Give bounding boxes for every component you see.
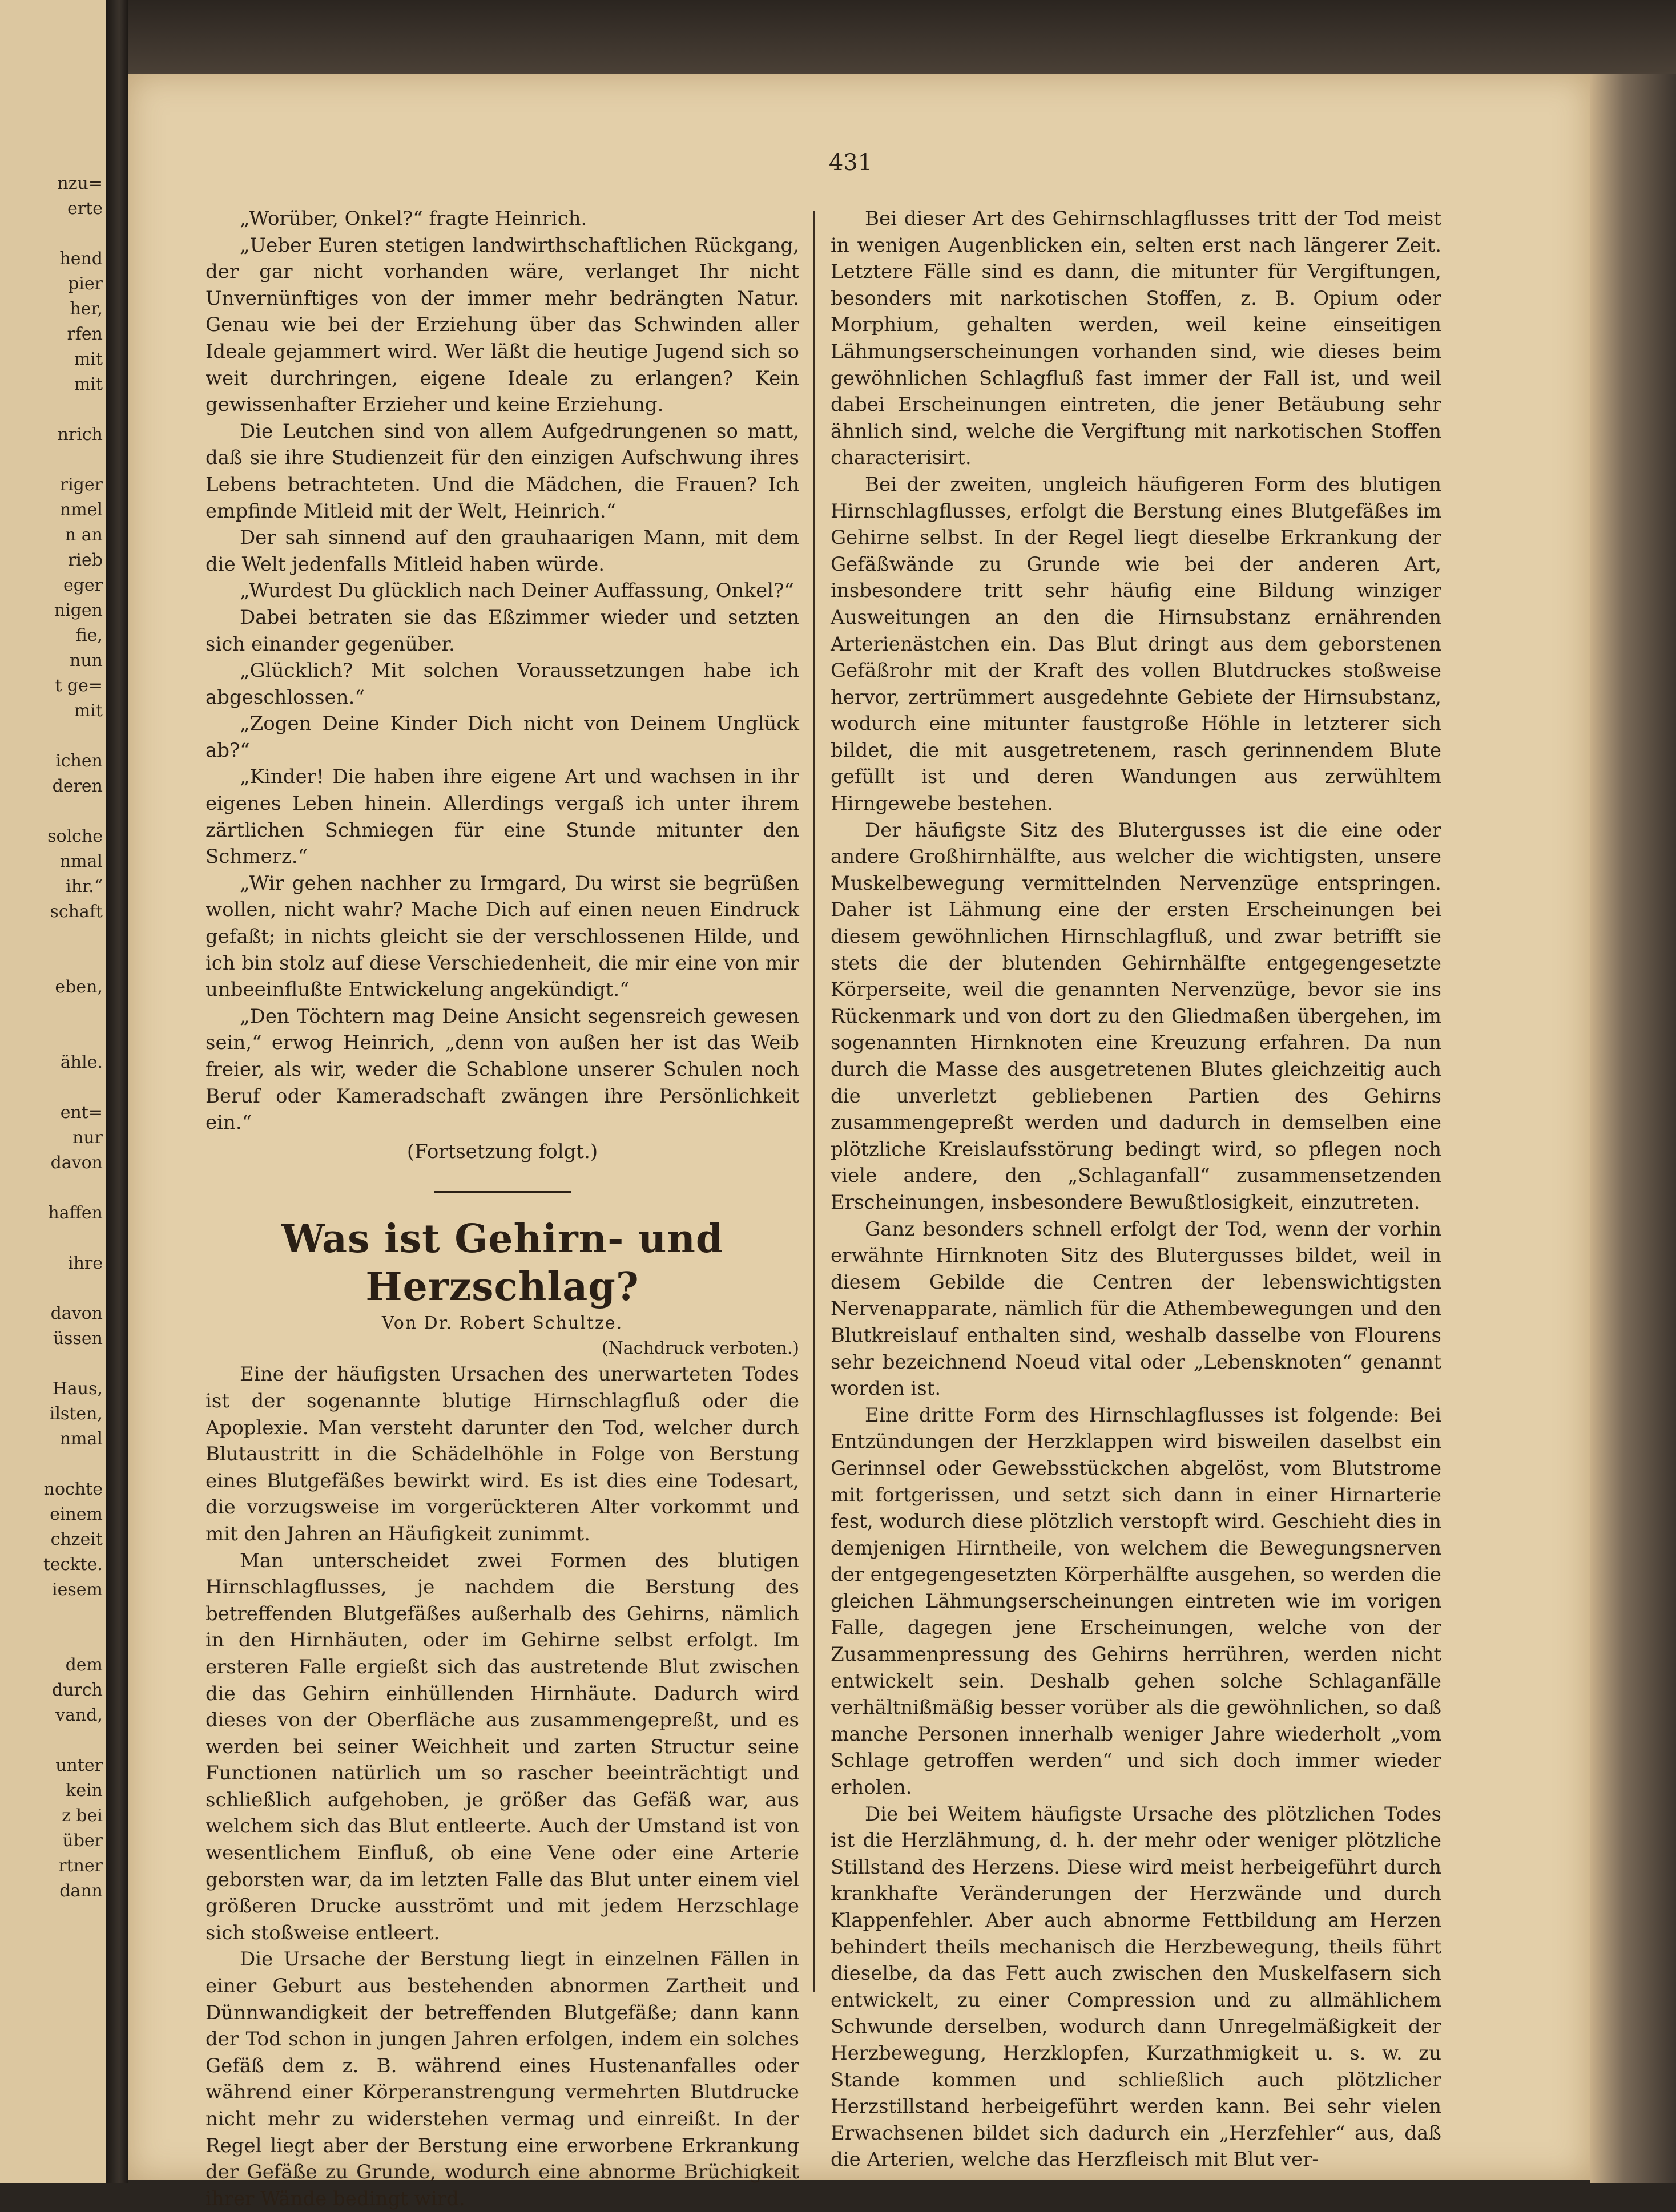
left-page-fragment: ähle. bbox=[60, 1052, 103, 1072]
left-page-fragment: iesem bbox=[52, 1580, 103, 1600]
left-page-fragment: mit bbox=[74, 374, 103, 394]
left-page-fragment: einem bbox=[50, 1504, 103, 1524]
page-number: 431 bbox=[828, 150, 873, 176]
left-page-fragment: unter bbox=[55, 1755, 103, 1775]
left-column bbox=[206, 205, 799, 2212]
story-paragraph: Dabei betraten sie das Eßzimmer wieder und setzten sich einander gegenüber. bbox=[206, 606, 799, 656]
left-page-fragment: fie, bbox=[75, 625, 103, 645]
left-page-fragment bbox=[0, 397, 103, 422]
story-paragraph: „Ueber Euren stetigen landwirthschaftlichen Rückgang, der gar nicht vorhanden wäre, verlanget Ihr nicht Unvernünftiges von der immer mehr bedrängten Natur. Genau wie bei der Erziehung über das Schwinden aller Ideale gejammert wird. Wer läßt die heutige Jugend sich so weit durchringen, eigene Ideale zu erlangen? Kein gewissenhafter Erzieher und keine Erziehung. bbox=[206, 233, 799, 417]
left-page-fragment: dann bbox=[59, 1881, 103, 1901]
left-page-fragment: nur bbox=[72, 1128, 103, 1148]
left-page-fragment: rtner bbox=[58, 1856, 103, 1876]
left-page-fragment: z bei bbox=[62, 1806, 103, 1826]
left-page-fragment bbox=[0, 1226, 103, 1251]
left-page-fragment bbox=[0, 1075, 103, 1100]
left-page-fragment: nochte bbox=[43, 1479, 103, 1499]
left-page-fragment bbox=[0, 925, 103, 950]
left-page-fragment bbox=[0, 799, 103, 824]
book-top-edge bbox=[106, 0, 1676, 74]
left-page-fragment: über bbox=[62, 1831, 103, 1851]
left-page-fragment: erte bbox=[67, 199, 103, 219]
left-page-fragment: vand, bbox=[55, 1705, 103, 1725]
left-page-fragment: deren bbox=[52, 776, 103, 796]
right-column bbox=[831, 205, 1441, 2173]
article-paragraph: Die bei Weitem häufigste Ursache des plötzlichen Todes ist die Herzlähmung, d. h. der mehr oder weniger plötzliche Stillstand des Herzens. Diese wird meist herbeigeführt durch krankhafte Veränderungen der Herzwände und durch Klappenfehler. Aber auch abnorme Fettbildung am Herzen behindert theils mechanisch die Herzbewegung, theils führt dieselbe, da das Fett auch zwischen den Muskelfasern sich entwickelt, zu einer Compression und zu allmählichem Schwunde derselben, wodurch dann Unregelmäßigkeit der Herzbewegung, Herzklopfen, Kurzathmigkeit u. s. w. zu Stande kommen und schließlich auch plötzlicher Herzstillstand herbeigeführt werden kann. Bei sehr vielen Erwachsenen bildet sich dadurch ein „Herzfehler“ aus, daß die Arterien, welche das Herzfleisch mit Blut ver- bbox=[831, 1802, 1441, 2171]
left-page-fragment bbox=[0, 1276, 103, 1301]
left-page-fragment: nigen bbox=[54, 600, 103, 620]
left-page-fragment: eger bbox=[63, 575, 103, 595]
left-page-fragments bbox=[0, 171, 103, 1904]
left-page-fragment: hend bbox=[59, 249, 103, 269]
left-page-fragment: dem bbox=[65, 1655, 103, 1675]
left-page-fragment: her, bbox=[70, 299, 103, 319]
article-paragraph: Eine der häufigsten Ursachen des unerwarteten Todes ist der sogenannte blutige Hirnschlagfluß oder die Apoplexie. Man versteht darunter den Tod, welcher durch Blutaustritt in die Schädelhöhle in Folge von Berstung eines Blutgefäßes bewirkt wird. Es ist dies eine Todesart, die vorzugsweise im vorgerückteren Alter vorkommt und mit den Jahren an Häufigkeit zunimmt. bbox=[206, 1363, 799, 1545]
left-page-fragment: solche bbox=[47, 826, 103, 846]
left-page-fragment: haffen bbox=[48, 1203, 103, 1223]
article-body bbox=[206, 1361, 799, 2212]
left-page-fragment: t ge= bbox=[55, 676, 103, 696]
left-page-fragment: eben, bbox=[55, 977, 103, 997]
article-paragraph: Ganz besonders schnell erfolgt der Tod, wenn der vorhin erwähnte Hirnknoten Sitz des Blutergusses bildet, weil in diesem Gebilde die Centren der lebenswichtigsten Nervenapparate, nämlich für die Athembewegungen und den Blutkreislauf enthalten sind, weshalb dasselbe von Flourens sehr bezeichnend Noeud vital oder „Lebensknoten“ genannt worden ist. bbox=[831, 1217, 1441, 1400]
left-page-fragment: ent= bbox=[60, 1103, 103, 1123]
left-page-fragment: ilsten, bbox=[49, 1404, 103, 1424]
left-page-fragment bbox=[0, 447, 103, 473]
left-page-fragment: mit bbox=[74, 349, 103, 369]
article-paragraph: Man unterscheidet zwei Formen des blutigen Hirnschlagflusses, je nachdem die Berstung des betreffenden Blutgefäßes außerhalb des Gehirns, nämlich in den Hirnhäuten, oder im Gehirne selbst erfolgt. Im ersteren Falle ergießt sich das austretende Blut zwischen die das Gehirn einhüllenden Hirnhäute. Dadurch wird dieses von der Oberfläche aus zusammengepreßt, und es werden bei seiner Weichheit und zarten Structur seine Functionen natürlich um so rascher beeinträchtigt und schließlich aufgehoben, je größer das Gefäß war, aus welchem sich das Blut entleerte. Auch der Umstand ist von wesentlichem Einfluß, ob eine Vene oder eine Arterie geborsten war, da im letzten Falle das Blut unter einem viel größeren Drucke ausströmt und mit jedem Herzschlage sich stoßweise entleert. bbox=[206, 1549, 799, 1944]
left-page-fragment bbox=[0, 724, 103, 749]
left-page-fragment bbox=[0, 1025, 103, 1050]
left-page-fragment bbox=[0, 1603, 103, 1628]
section-divider bbox=[434, 1191, 571, 1193]
left-page-fragment: ihre bbox=[67, 1253, 103, 1273]
left-page-fragment: kein bbox=[66, 1781, 103, 1801]
left-page-fragment: ichen bbox=[55, 751, 103, 771]
left-page-fragment bbox=[0, 1452, 103, 1477]
story-paragraph: „Kinder! Die haben ihre eigene Art und wachsen in ihr eigenes Leben hinein. Allerdings vergaß ich unter ihrem zärtlichen Schmiegen für eine Stunde mitunter den Schmerz.“ bbox=[206, 765, 799, 869]
left-page-fragment bbox=[0, 1176, 103, 1201]
left-page-fragment bbox=[0, 1351, 103, 1377]
story-paragraph: „Wurdest Du glücklich nach Deiner Auffassung, Onkel?“ bbox=[240, 579, 794, 603]
article-title: Was ist Gehirn- und Herzschlag? bbox=[281, 1216, 724, 1310]
left-page-fragment bbox=[0, 950, 103, 975]
left-page-fragment: nmel bbox=[59, 500, 103, 520]
left-page-fragment bbox=[0, 1000, 103, 1025]
left-page-fragment: mit bbox=[74, 701, 103, 721]
article-paragraph: Eine dritte Form des Hirnschlagflusses ist folgende: Bei Entzündungen der Herzklappen wird bisweilen daselbst ein Gerinnsel oder Gewebsstückchen abgelöst, vom Blutstrome mit fortgerissen, und setzt sich dann in einer Hirnarterie fest, wodurch diese plötzlich verstopft wird. Geschieht dies in demjenigen Hirntheile, von welchem die Bewegungsnerven der entgegengesetzten Körperhälfte ausgehen, so werden die gleichen Lähmungserscheinungen eintreten wie im vorigen Falle, dagegen jene Erscheinungen, welche von der Zusammenpressung des Gehirns herrühren, werden nicht entwickelt sein. Deshalb gehen solche Schlaganfälle verhältnißmäßig besser vorüber als die gewöhnlichen, so daß manche Personen innerhalb weniger Jahre wiederholt „vom Schlage getroffen werden“ und sich doch immer wieder erholen. bbox=[831, 1403, 1441, 1799]
continuation-note: (Fortsetzung folgt.) bbox=[406, 1140, 598, 1163]
left-page-fragment: Haus, bbox=[52, 1379, 103, 1399]
left-page-fragment bbox=[0, 1628, 103, 1653]
article-byline: Von Dr. Robert Schultze. bbox=[381, 1313, 623, 1334]
left-page-fragment: davon bbox=[50, 1303, 103, 1323]
story-paragraph: „Den Töchtern mag Deine Ansicht segensreich gewesen sein,“ erwog Heinrich, „denn von außen her ist das Weib freier, als wir, weder die Schablone unserer Schulen noch Beruf oder Kameradschaft zwängen ihre Persönlichkeit ein.“ bbox=[206, 1004, 799, 1135]
left-page-fragment bbox=[0, 221, 103, 247]
story-paragraph: „Glücklich? Mit solchen Voraussetzungen habe ich abgeschlossen.“ bbox=[206, 659, 799, 709]
left-page-fragment bbox=[0, 1728, 103, 1753]
story-paragraph: „Worüber, Onkel?“ fragte Heinrich. bbox=[240, 207, 587, 230]
story-paragraph: Die Leutchen sind von allem Aufgedrungenen so matt, daß sie ihre Studienzeit für den einzigen Aufschwung ihres Lebens betrachteten. Und die Mädchen, die Frauen? Ich empfinde Mitleid mit der Welt, Heinrich.“ bbox=[206, 419, 799, 523]
article-paragraph: Der häufigste Sitz des Blutergusses ist die eine oder andere Großhirnhälfte, aus welcher die wichtigsten, unsere Muskelbewegung vermittelnden Nervenzüge entspringen. Daher ist Lähmung eine der ersten Erscheinungen bei diesem gewöhnlichen Hirnschlagfluß, und zwar betrifft sie stets die der blutenden Gehirnhälfte entgegengesetzte Körperseite, weil die genannten Nervenzüge, bevor sie ins Rückenmark und von dort zu den Gliedmaßen übergehen, im sogenannten Hirnknoten eine Kreuzung erfahren. Da nun durch die Masse des ausgetretenen Blutes gleichzeitig auch die unverletzt gebliebenen Partien des Gehirns zusammengepreßt werden und dadurch in demselben eine plötzliche Kreislaufsstörung bedingt wird, so pflegen noch viele andere, den „Schlaganfall“ zusammensetzenden Erscheinungen, insbesondere Bewußtlosigkeit, einzutreten. bbox=[831, 818, 1441, 1214]
left-page-fragment: pier bbox=[68, 274, 103, 294]
left-page-fragment: riger bbox=[59, 475, 103, 495]
left-page-fragment: n an bbox=[65, 525, 103, 545]
left-page-fragment: schaft bbox=[50, 902, 103, 922]
story-section bbox=[206, 205, 799, 1165]
story-paragraph: „Wir gehen nachher zu Irmgard, Du wirst sie begrüßen wollen, nicht wahr? Mache Dich auf einen neuen Eindruck gefaßt; in nichts gleicht sie der verschlossenen Hilde, und ich bin stolz auf diese Verschiedenheit, die mir eine von mir unbeeinflußte Entwickelung angekündigt.“ bbox=[206, 871, 799, 1002]
story-paragraph: „Zogen Deine Kinder Dich nicht von Deinem Unglück ab?“ bbox=[206, 712, 799, 762]
left-page-fragment: nrich bbox=[57, 425, 103, 445]
left-page-fragment: nzu= bbox=[57, 173, 103, 193]
left-page-fragment: davon bbox=[50, 1153, 103, 1173]
article-paragraph: Bei der zweiten, ungleich häufigeren Form des blutigen Hirnschlagflusses, erfolgt die Berstung eines Blutgefäßes im Gehirne selbst. In der Regel liegt dieselbe Erkrankung der Gefäßwände zu Grunde wie bei der anderen Art, insbesondere tritt sehr häufig eine Bildung winziger Ausweitungen an den die Hirnsubstanz ernährenden Arterienästchen ein. Das Blut dringt aus dem geborstenen Gefäßrohr mit der Kraft des vollen Blutdruckes stoßweise hervor, zertrümmert ausgedehnte Gebiete der Hirnsubstanz, wodurch eine mitunter faustgroße Höhle in letzterer sich bildet, die mit ausgetretenem, rasch gerinnendem Blute gefüllt ist und deren Wandungen aus zerwühltem Hirngewebe bestehen. bbox=[831, 473, 1441, 816]
left-page-fragment: ihr.“ bbox=[66, 877, 103, 897]
column-divider bbox=[813, 211, 815, 1992]
story-paragraph: Der sah sinnend auf den grauhaarigen Mann, mit dem die Welt jedenfalls Mitleid haben würde. bbox=[206, 526, 799, 576]
left-page-fragment: rfen bbox=[67, 324, 103, 344]
page-stack-edge bbox=[1590, 74, 1676, 2183]
left-page-edge bbox=[0, 0, 106, 2183]
article-paragraph: Bei dieser Art des Gehirnschlagflusses tritt der Tod meist in wenigen Augenblicken ein, selten erst nach längerer Zeit. Letztere Fälle sind es dann, die mitunter für Vergiftungen, besonders mit narkotischen Stoffen, z. B. Opium oder Morphium, gehalten werden, weil keine einseitigen Lähmungserscheinungen vorhanden sind, wie dieses beim gewöhnlichen Schlagfluß fast immer der Fall ist, und weil dabei Erscheinungen eintreten, die jener Betäubung sehr ähnlich sind, welche die Vergiftung mit narkotischen Stoffen characterisirt. bbox=[831, 207, 1441, 470]
left-page-fragment: üssen bbox=[53, 1329, 103, 1349]
left-page-fragment: nmal bbox=[59, 851, 103, 871]
left-page-fragment: nun bbox=[70, 651, 103, 671]
left-page-fragment: rieb bbox=[68, 550, 103, 570]
left-page-fragment: teckte. bbox=[43, 1555, 103, 1575]
book-gutter bbox=[106, 0, 128, 2183]
left-page-fragment: nmal bbox=[59, 1429, 103, 1449]
reprint-note: (Nachdruck verboten.) bbox=[601, 1338, 799, 1359]
article-paragraph: Die Ursache der Berstung liegt in einzelnen Fällen in einer Geburt aus bestehenden abnormen Zartheit und Dünnwandigkeit der betreffenden Blutgefäße; dann kann der Tod schon in jungen Jahren erfolgen, indem ein solches Gefäß dem z. B. während eines Hustenanfalles oder während einer Körperanstrengung vermehrten Blutdrucke nicht mehr zu widerstehen vermag und einreißt. In der Regel liegt aber der Berstung eine erworbene Erkrankung der Gefäße zu Grunde, wodurch eine abnorme Brüchigkeit ihrer Wände bedingt wird. bbox=[206, 1948, 799, 2210]
left-page-fragment: durch bbox=[52, 1680, 103, 1700]
left-page-fragment: chzeit bbox=[50, 1529, 103, 1549]
